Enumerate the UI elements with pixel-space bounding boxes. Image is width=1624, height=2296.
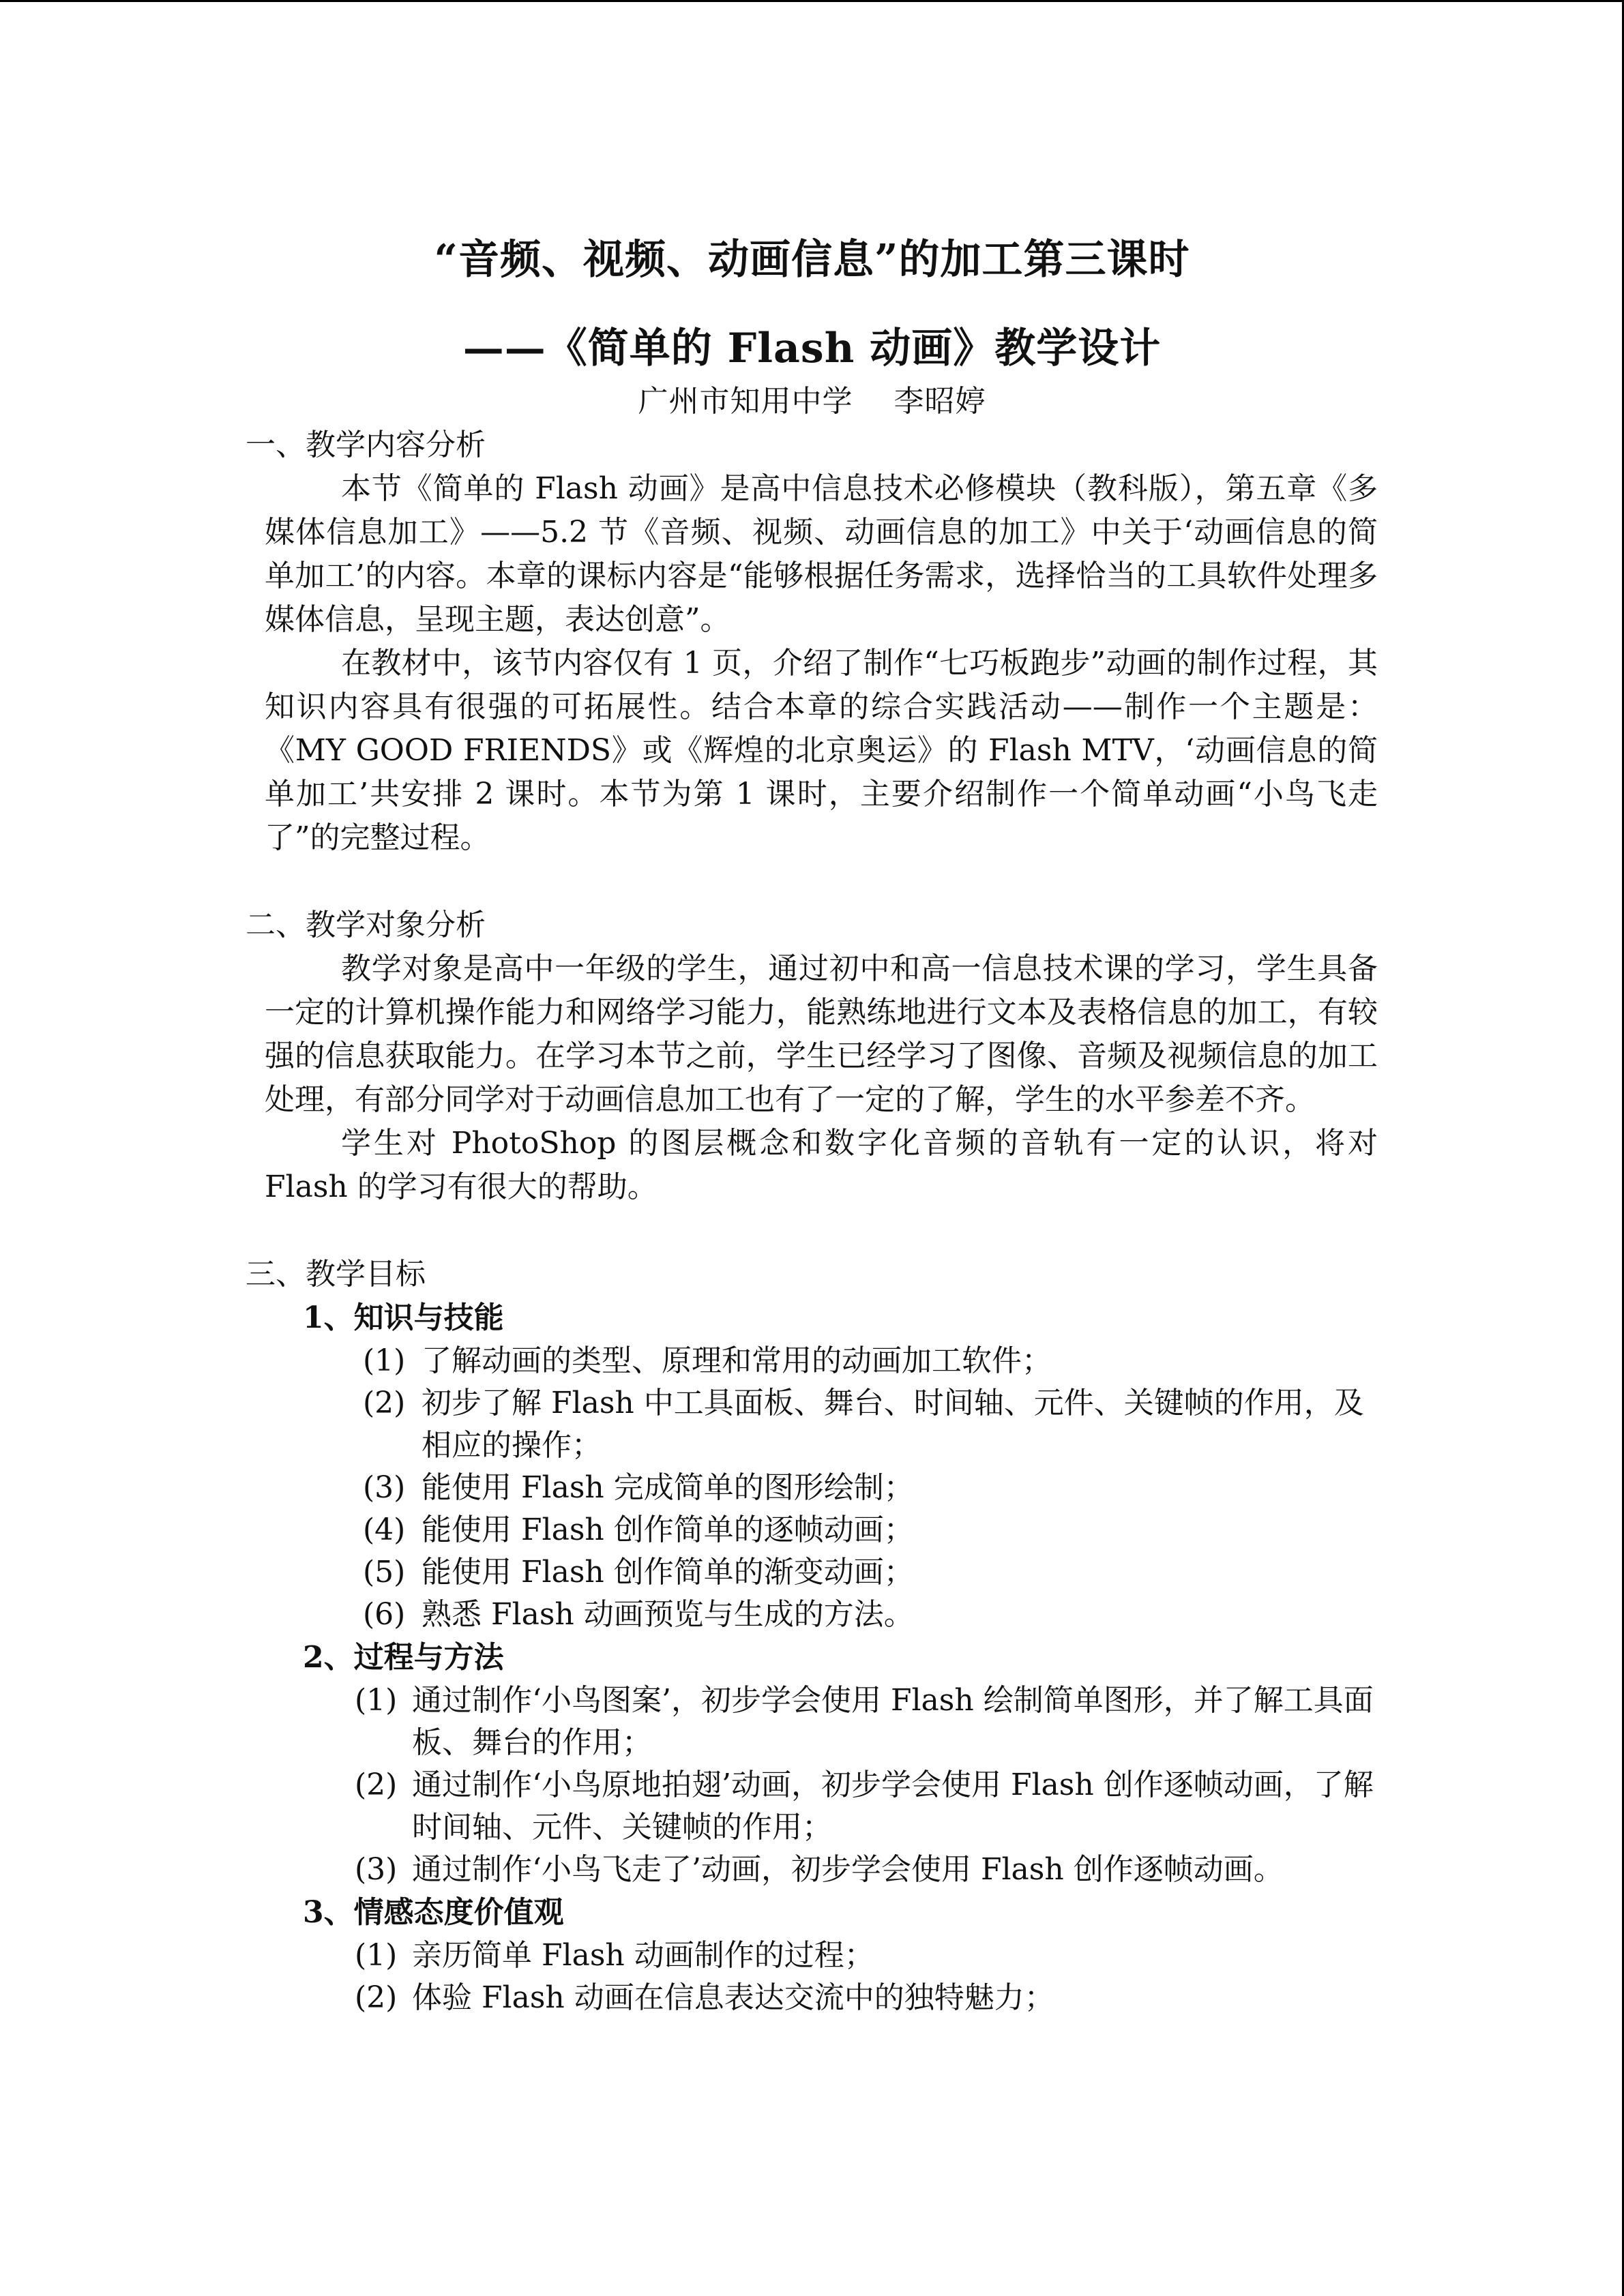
subheading-process-methods: 2、过程与方法 [303,1640,504,1675]
section-heading-audience-analysis: 二、教学对象分析 [246,908,486,942]
list-item-text: 能使用 Flash 创作简单的渐变动画； [422,1555,914,1590]
list-item [246,1935,1378,1977]
list-item-text: 通过制作‘小鸟原地拍翅’动画，初步学会使用 Flash 创作逐帧动画，了解时间轴、元件、关键帧的作用； [412,1768,1374,1845]
list-item-text: 通过制作‘小鸟飞走了’动画，初步学会使用 Flash 创作逐帧动画。 [412,1852,1284,1887]
section-heading-teaching-goals: 三、教学目标 [246,1257,426,1292]
list-item-number: (4) [363,1512,406,1547]
list-item [246,1382,1378,1467]
list-item [246,1340,1378,1382]
list-item [246,1594,1378,1636]
author-name: 李昭婷 [894,384,986,419]
list-item-text: 体验 Flash 动画在信息表达交流中的独特魅力； [412,1980,1054,2015]
doc-title-line2: ——《简单的 Flash 动画》教学设计 [462,325,1162,372]
subheading-knowledge-skills: 1、知识与技能 [303,1300,504,1335]
list-item-text: 能使用 Flash 创作简单的逐帧动画； [422,1512,914,1547]
doc-title-line1: “音频、视频、动画信息”的加工第三课时 [434,236,1190,284]
list-item-text: 初步了解 Flash 中工具面板、舞台、时间轴、元件、关键帧的作用，及相应的操作； [422,1386,1364,1463]
list-item-text: 了解动画的类型、原理和常用的动画加工软件； [422,1343,1052,1378]
list-item-number: (2) [363,1386,406,1420]
list-item-number: (1) [363,1343,406,1378]
list-item-number: (3) [355,1852,398,1887]
list-item-number: (5) [363,1555,406,1590]
list-item [246,1509,1378,1551]
list-item [246,1551,1378,1594]
list-item-text: 亲历简单 Flash 动画制作的过程； [412,1938,874,1973]
author-line [0,381,1624,422]
paragraph: 学生对 PhotoShop 的图层概念和数字化音频的音轨有一定的认识，将对 Flash 的学习有很大的帮助。 [265,1126,1378,1204]
list-item-number: (6) [363,1597,406,1632]
list-item-text: 熟悉 Flash 动画预览与生成的方法。 [422,1597,914,1632]
paragraph: 在教材中，该节内容仅有 1 页，介绍了制作“七巧板跑步”动画的制作过程，其知识内容具有很强的可拓展性。结合本章的综合实践活动——制作一个主题是：《MY GOOD FRIENDS》或《辉煌的北京奥运》的 Flash MTV，‘动画信息的简单加工’共安排 2 课时。本节为第 1 课时，主要介绍制作一个简单动画“小鸟飞走了”的完整过程。 [265,646,1378,855]
list-item-number: (2) [355,1980,398,2015]
section-heading-content-analysis: 一、教学内容分析 [246,428,486,462]
subheading-emotion-values: 3、情感态度价值观 [303,1895,564,1930]
list-item [246,1977,1378,2019]
list-item-text: 通过制作‘小鸟图案’，初步学会使用 Flash 绘制简单图形，并了解工具面板、舞台的作用； [412,1683,1374,1760]
list-item [246,1764,1378,1849]
author-school: 广州市知用中学 [638,384,853,419]
document-body [246,423,1378,2019]
paragraph: 本节《简单的 Flash 动画》是高中信息技术必修模块（教科版），第五章《多媒体信息加工》——5.2 节《音频、视频、动画信息的加工》中关于‘动画信息的简单加工’的内容。本章的课标内容是“能够根据任务需求，选择恰当的工具软件处理多媒体信息，呈现主题，表达创意”。 [265,471,1378,637]
list-item-text: 能使用 Flash 完成简单的图形绘制； [422,1470,914,1505]
list-item [246,1849,1378,1891]
list-item-number: (2) [355,1768,398,1802]
list-item-number: (3) [363,1470,406,1505]
list-item [246,1680,1378,1764]
paragraph: 教学对象是高中一年级的学生，通过初中和高一信息技术课的学习，学生具备一定的计算机操作能力和网络学习能力，能熟练地进行文本及表格信息的加工，有较强的信息获取能力。在学习本节之前，学生已经学习了图像、音频及视频信息的加工处理，有部分同学对于动画信息加工也有了一定的了解，学生的水平参差不齐。 [265,951,1378,1117]
list-item [246,1467,1378,1509]
list-item-number: (1) [355,1683,398,1718]
list-item-number: (1) [355,1938,398,1973]
